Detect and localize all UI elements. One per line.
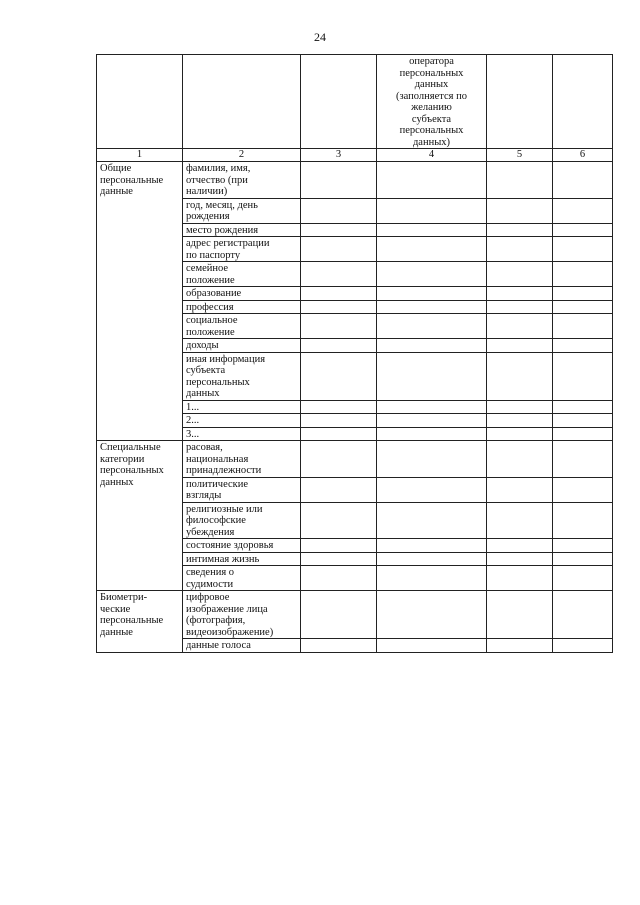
data-item-line: философские [186, 515, 246, 526]
header-cell-2 [183, 55, 301, 149]
data-item-line: (фотография, [186, 615, 246, 626]
empty-cell-col3 [301, 300, 377, 314]
empty-cell-col5 [487, 552, 553, 566]
data-item-line: принадлежности [186, 465, 262, 476]
data-item-line: адрес регистрации [186, 238, 270, 249]
data-item-cell [183, 566, 301, 591]
data-item-line: субъекта [186, 365, 226, 376]
data-item-line: рождения [186, 211, 230, 222]
empty-cell-col5 [487, 441, 553, 478]
column-number: 4 [377, 149, 487, 162]
empty-cell-col6 [553, 502, 613, 539]
empty-cell-col4 [377, 300, 487, 314]
empty-cell-col6 [553, 414, 613, 428]
empty-cell-col4 [377, 314, 487, 339]
data-item-line: изображение лица [186, 603, 268, 615]
column-number: 2 [183, 149, 301, 162]
table-row [97, 441, 613, 478]
empty-cell-col4 [377, 198, 487, 223]
data-item-line: по паспорту [186, 249, 241, 261]
data-item-line: убеждения [186, 526, 235, 538]
empty-cell-col6 [553, 539, 613, 553]
data-item-cell [183, 591, 301, 639]
data-item-line: 1... [186, 401, 200, 413]
empty-cell-col3 [301, 237, 377, 262]
empty-cell-col6 [553, 237, 613, 262]
data-item-line: год, месяц, день [186, 199, 258, 211]
empty-cell-col3 [301, 339, 377, 353]
empty-cell-col5 [487, 162, 553, 199]
header-cell-3 [301, 55, 377, 149]
data-item-cell [183, 339, 301, 353]
data-item-line: политические [186, 478, 249, 490]
data-item-cell [183, 414, 301, 428]
data-item-line: наличии) [186, 186, 228, 197]
data-item-line: судимости [186, 578, 234, 590]
empty-cell-col6 [553, 314, 613, 339]
data-item-line: семейное [186, 263, 229, 274]
empty-cell-col4 [377, 552, 487, 566]
empty-cell-col3 [301, 427, 377, 441]
category-cell [97, 162, 183, 441]
data-item-line: иная информация [186, 353, 266, 365]
data-item-cell [183, 539, 301, 553]
table-row [97, 162, 613, 199]
data-item-line: расовая, [186, 442, 223, 453]
data-item-cell [183, 477, 301, 502]
data-item-line: сведения о [186, 567, 235, 578]
empty-cell-col4 [377, 162, 487, 199]
empty-cell-col5 [487, 566, 553, 591]
empty-cell-col6 [553, 400, 613, 414]
empty-cell-col3 [301, 287, 377, 301]
empty-cell-col5 [487, 223, 553, 237]
empty-cell-col6 [553, 198, 613, 223]
data-item-line: персональных [186, 376, 250, 388]
empty-cell-col6 [553, 477, 613, 502]
empty-cell-col5 [487, 502, 553, 539]
header-line: данных) [412, 136, 451, 148]
data-item-line: данных [186, 388, 220, 399]
empty-cell-col4 [377, 262, 487, 287]
empty-cell-col6 [553, 566, 613, 591]
empty-cell-col5 [487, 477, 553, 502]
data-item-cell [183, 300, 301, 314]
category-line: данных [100, 476, 134, 488]
empty-cell-col4 [377, 566, 487, 591]
empty-cell-col5 [487, 427, 553, 441]
empty-cell-col3 [301, 591, 377, 639]
data-item-line: национальная [186, 453, 249, 465]
empty-cell-col4 [377, 427, 487, 441]
data-item-line: состояние здоровья [186, 540, 274, 551]
empty-cell-col4 [377, 591, 487, 639]
empty-cell-col6 [553, 591, 613, 639]
empty-cell-col3 [301, 400, 377, 414]
empty-cell-col3 [301, 352, 377, 400]
empty-cell-col3 [301, 314, 377, 339]
data-item-cell [183, 552, 301, 566]
header-cell-6 [553, 55, 613, 149]
data-item-cell [183, 262, 301, 287]
empty-cell-col5 [487, 237, 553, 262]
empty-cell-col3 [301, 566, 377, 591]
table-row [97, 591, 613, 639]
column-number-row [97, 149, 613, 162]
data-item-line: образование [186, 288, 242, 299]
data-item-line: 3... [186, 428, 200, 440]
empty-cell-col4 [377, 539, 487, 553]
empty-cell-col4 [377, 400, 487, 414]
empty-cell-col4 [377, 477, 487, 502]
empty-cell-col3 [301, 162, 377, 199]
empty-cell-col5 [487, 198, 553, 223]
empty-cell-col5 [487, 400, 553, 414]
category-cell [97, 441, 183, 591]
empty-cell-col3 [301, 198, 377, 223]
empty-cell-col6 [553, 162, 613, 199]
empty-cell-col6 [553, 639, 613, 653]
header-cell-5 [487, 55, 553, 149]
column-number: 3 [301, 149, 377, 162]
data-item-line: доходы [186, 340, 219, 351]
data-item-cell [183, 427, 301, 441]
column-number: 1 [97, 149, 183, 162]
data-item-line: профессия [186, 301, 234, 313]
empty-cell-col5 [487, 591, 553, 639]
data-item-cell [183, 223, 301, 237]
data-item-cell [183, 237, 301, 262]
empty-cell-col5 [487, 339, 553, 353]
data-item-cell [183, 198, 301, 223]
category-line: персональные [100, 615, 164, 626]
header-line: субъекта [411, 113, 452, 125]
data-item-line: видеоизображение) [186, 626, 274, 638]
empty-cell-col4 [377, 414, 487, 428]
category-line: Специальные [100, 442, 161, 453]
empty-cell-col3 [301, 552, 377, 566]
data-item-line: религиозные или [186, 503, 263, 515]
empty-cell-col3 [301, 502, 377, 539]
header-line: оператора [409, 56, 454, 67]
data-item-cell [183, 400, 301, 414]
empty-cell-col6 [553, 287, 613, 301]
category-line: категории [100, 453, 145, 465]
empty-cell-col5 [487, 352, 553, 400]
header-cell-4 [377, 55, 487, 149]
header-line: данных [414, 79, 449, 90]
data-item-cell [183, 314, 301, 339]
header-line: персональных [399, 67, 464, 79]
data-item-cell [183, 287, 301, 301]
empty-cell-col6 [553, 262, 613, 287]
empty-cell-col6 [553, 552, 613, 566]
empty-cell-col4 [377, 639, 487, 653]
category-line: Биометри- [100, 592, 148, 603]
empty-cell-col3 [301, 262, 377, 287]
data-item-line: положение [186, 274, 235, 286]
category-line: персональные [100, 174, 164, 186]
data-item-line: интимная жизнь [186, 553, 260, 565]
data-item-cell [183, 441, 301, 478]
empty-cell-col6 [553, 339, 613, 353]
column-number: 6 [553, 149, 613, 162]
data-item-cell [183, 162, 301, 199]
empty-cell-col3 [301, 223, 377, 237]
data-item-line: фамилия, имя, [186, 163, 251, 174]
header-row [97, 55, 613, 149]
data-item-line: данные голоса [186, 640, 251, 651]
header-line: персональных [399, 125, 464, 136]
header-cell-1 [97, 55, 183, 149]
empty-cell-col5 [487, 300, 553, 314]
data-item-cell [183, 639, 301, 653]
empty-cell-col5 [487, 414, 553, 428]
data-item-line: цифровое [186, 592, 230, 603]
category-cell [97, 591, 183, 653]
empty-cell-col4 [377, 237, 487, 262]
empty-cell-col3 [301, 441, 377, 478]
empty-cell-col5 [487, 262, 553, 287]
page-number: 24 [314, 30, 326, 44]
empty-cell-col4 [377, 352, 487, 400]
column-number: 5 [487, 149, 553, 162]
data-item-line: социальное [186, 315, 238, 326]
header-line: (заполняется по [396, 90, 467, 102]
data-item-cell [183, 502, 301, 539]
data-item-line: взгляды [186, 490, 222, 501]
empty-cell-col4 [377, 441, 487, 478]
empty-cell-col6 [553, 300, 613, 314]
empty-cell-col3 [301, 477, 377, 502]
empty-cell-col3 [301, 639, 377, 653]
data-item-line: отчество (при [186, 174, 248, 186]
data-item-line: положение [186, 326, 235, 338]
empty-cell-col5 [487, 539, 553, 553]
empty-cell-col6 [553, 441, 613, 478]
empty-cell-col4 [377, 502, 487, 539]
empty-cell-col6 [553, 427, 613, 441]
empty-cell-col3 [301, 539, 377, 553]
category-line: Общие [100, 163, 132, 174]
empty-cell-col4 [377, 339, 487, 353]
category-line: данные [100, 626, 133, 638]
empty-cell-col5 [487, 287, 553, 301]
category-line: ческие [100, 603, 131, 615]
header-line: желанию [411, 102, 452, 113]
data-item-cell [183, 352, 301, 400]
empty-cell-col3 [301, 414, 377, 428]
empty-cell-col4 [377, 223, 487, 237]
empty-cell-col6 [553, 223, 613, 237]
empty-cell-col6 [553, 352, 613, 400]
data-item-line: 2... [186, 415, 200, 426]
personal-data-table [96, 54, 613, 653]
category-line: персональных [100, 465, 164, 476]
category-line: данные [100, 186, 133, 197]
empty-cell-col4 [377, 287, 487, 301]
empty-cell-col5 [487, 314, 553, 339]
data-item-line: место рождения [186, 224, 259, 236]
empty-cell-col5 [487, 639, 553, 653]
